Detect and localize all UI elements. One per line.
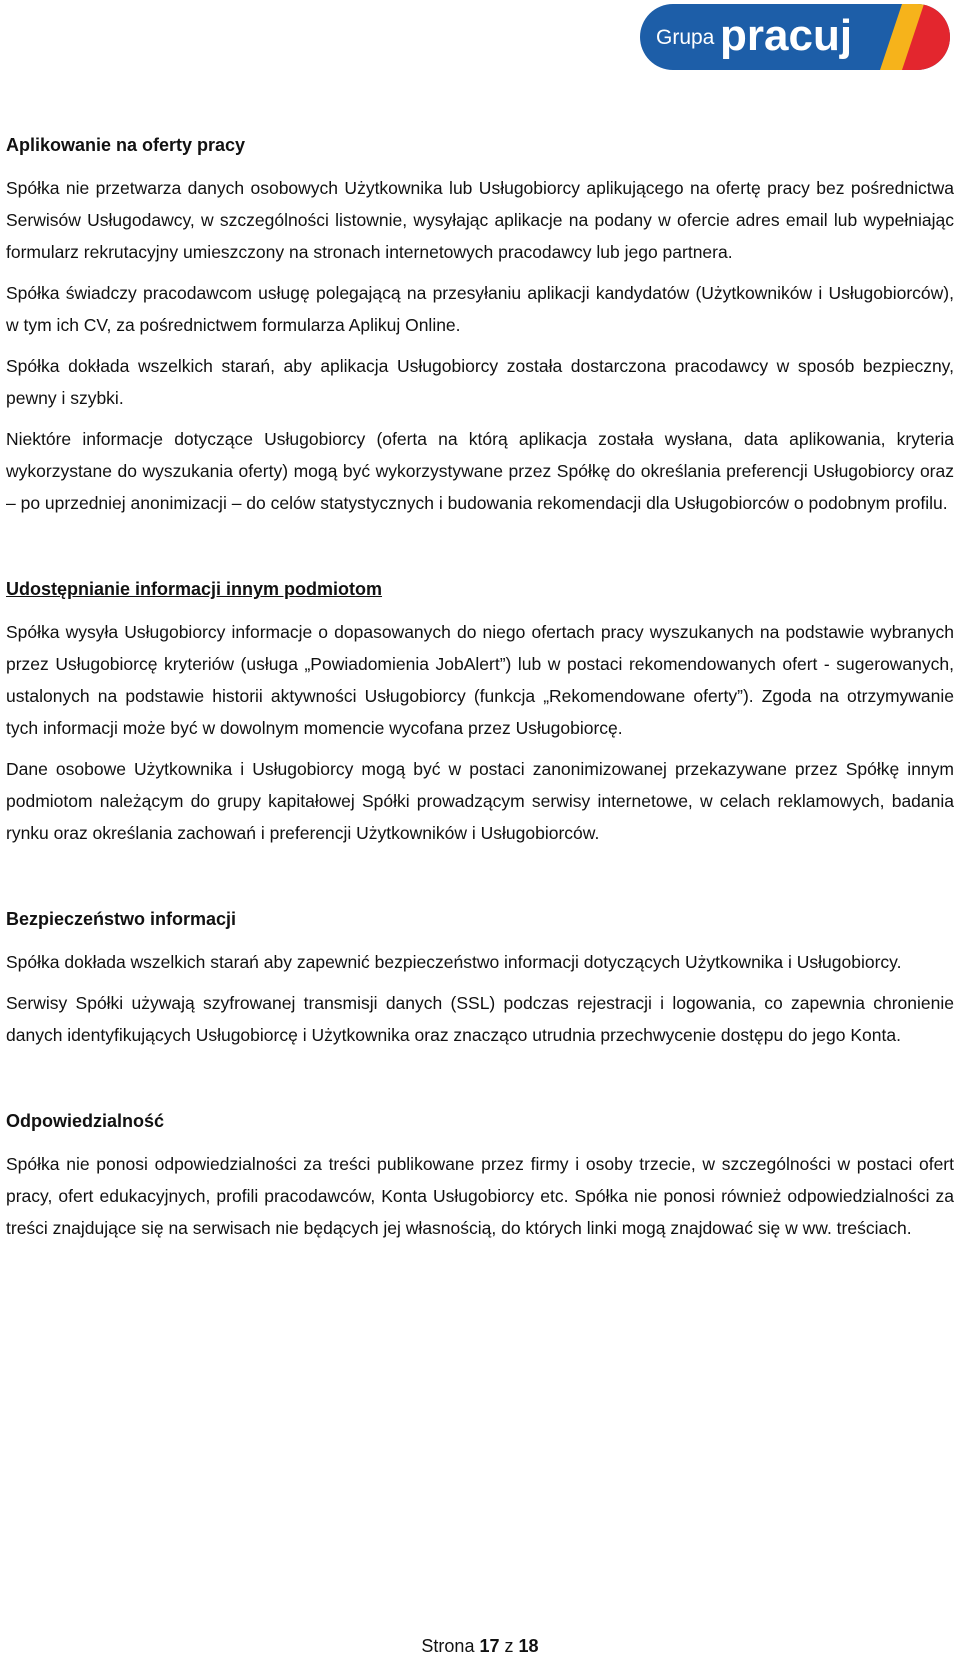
page-separator: z [504, 1636, 514, 1656]
paragraph: Spółka nie ponosi odpowiedzialności za treści publikowane przez firmy i osoby trzecie, w szczególności w postaci ofert pracy, ofert edukacyjnych, profili pracodawców, Konta Usługobiorcy etc. Spółka nie ponosi również odpowiedzialności za treści znajdujące się na serwisach nie będących jej własnością, do których linki mogą znajdować się w ww. treściach. [6, 1154, 954, 1238]
paragraph: Serwisy Spółki używają szyfrowanej transmisji danych (SSL) podczas rejestracji i logowania, co zapewnia chronienie danych identyfikujących Usługobiorcę i Użytkownika oraz znacząco utrudnia przechwycenie dostępu do jego Konta. [6, 993, 954, 1045]
paragraph: Dane osobowe Użytkownika i Usługobiorcy mogą być w postaci zanonimizowanej przekazywane przez Spółkę innym podmiotom należącym do grupy kapitałowej Spółki prowadzącym serwisy internetowe, w celach reklamowych, badania rynku oraz określania zachowań i preferencji Użytkowników i Usługobiorców. [6, 759, 954, 843]
logo-word-pracuj: pracuj [720, 11, 853, 60]
paragraph: Spółka nie przetwarza danych osobowych Użytkownika lub Usługobiorcy aplikującego na ofertę pracy bez pośrednictwa Serwisów Usługodawcy, w szczególności listownie, wysyłając aplikacje na podany w ofercie adres email lub wypełniając formularz rekrutacyjny umieszczony na stronach internetowych pracodawcy lub jego partnera. [6, 178, 954, 262]
section-spacer [6, 528, 954, 578]
page-label: Strona [421, 1636, 475, 1656]
section-spacer [6, 1060, 954, 1110]
document-body [6, 134, 954, 1253]
total-pages-number: 18 [518, 1636, 539, 1656]
paragraph: Spółka wysyła Usługobiorcy informacje o dopasowanych do niego ofertach pracy wyszukanych na podstawie wybranych przez Usługobiorcę kryteriów (usługa „Powiadomienia JobAlert”) lub w postaci rekomendowanych ofert - sugerowanych, ustalonych na podstawie historii aktywności Usługobiorcy (funkcja „Rekomendowane oferty”). Zgoda na otrzymywanie tych informacji może być w dowolnym momencie wycofana przez Usługobiorcę. [6, 622, 954, 738]
section-title: Bezpieczeństwo informacji [6, 909, 237, 929]
section-title: Udostępnianie informacji innym podmiotom [6, 579, 383, 599]
section-aplikowanie [6, 134, 954, 519]
paragraph: Spółka dokłada wszelkich starań, aby aplikacja Usługobiorcy została dostarczona pracodawcy w sposób bezpieczny, pewny i szybki. [6, 356, 954, 408]
logo-word-grupa: Grupa [656, 26, 715, 49]
section-odpowiedzialnosc [6, 1110, 954, 1244]
paragraph: Spółka dokłada wszelkich starań aby zapewnić bezpieczeństwo informacji dotyczących Użytkownika i Usługobiorcy. [6, 952, 902, 972]
section-title: Aplikowanie na oferty pracy [6, 135, 246, 155]
section-udostepnianie [6, 578, 954, 849]
paragraph: Niektóre informacje dotyczące Usługobiorcy (oferta na którą aplikacja została wysłana, data aplikowania, kryteria wykorzystane do wyszukania oferty) mogą być wykorzystywane przez Spółkę do określania preferencji Usługobiorcy oraz – po uprzedniej anonimizacji – do celów statystycznych i budowania rekomendacji dla Usługobiorców o podobnym profilu. [6, 429, 954, 513]
page-footer [0, 1635, 960, 1657]
grupa-pracuj-logo [640, 0, 952, 74]
section-title: Odpowiedzialność [6, 1111, 165, 1131]
paragraph: Spółka świadczy pracodawcom usługę polegającą na przesyłaniu aplikacji kandydatów (Użytkowników i Usługobiorców), w tym ich CV, za pośrednictwem formularza Aplikuj Online. [6, 283, 954, 335]
current-page-number: 17 [479, 1636, 500, 1656]
section-spacer [6, 858, 954, 908]
section-bezpieczenstwo [6, 908, 954, 1051]
